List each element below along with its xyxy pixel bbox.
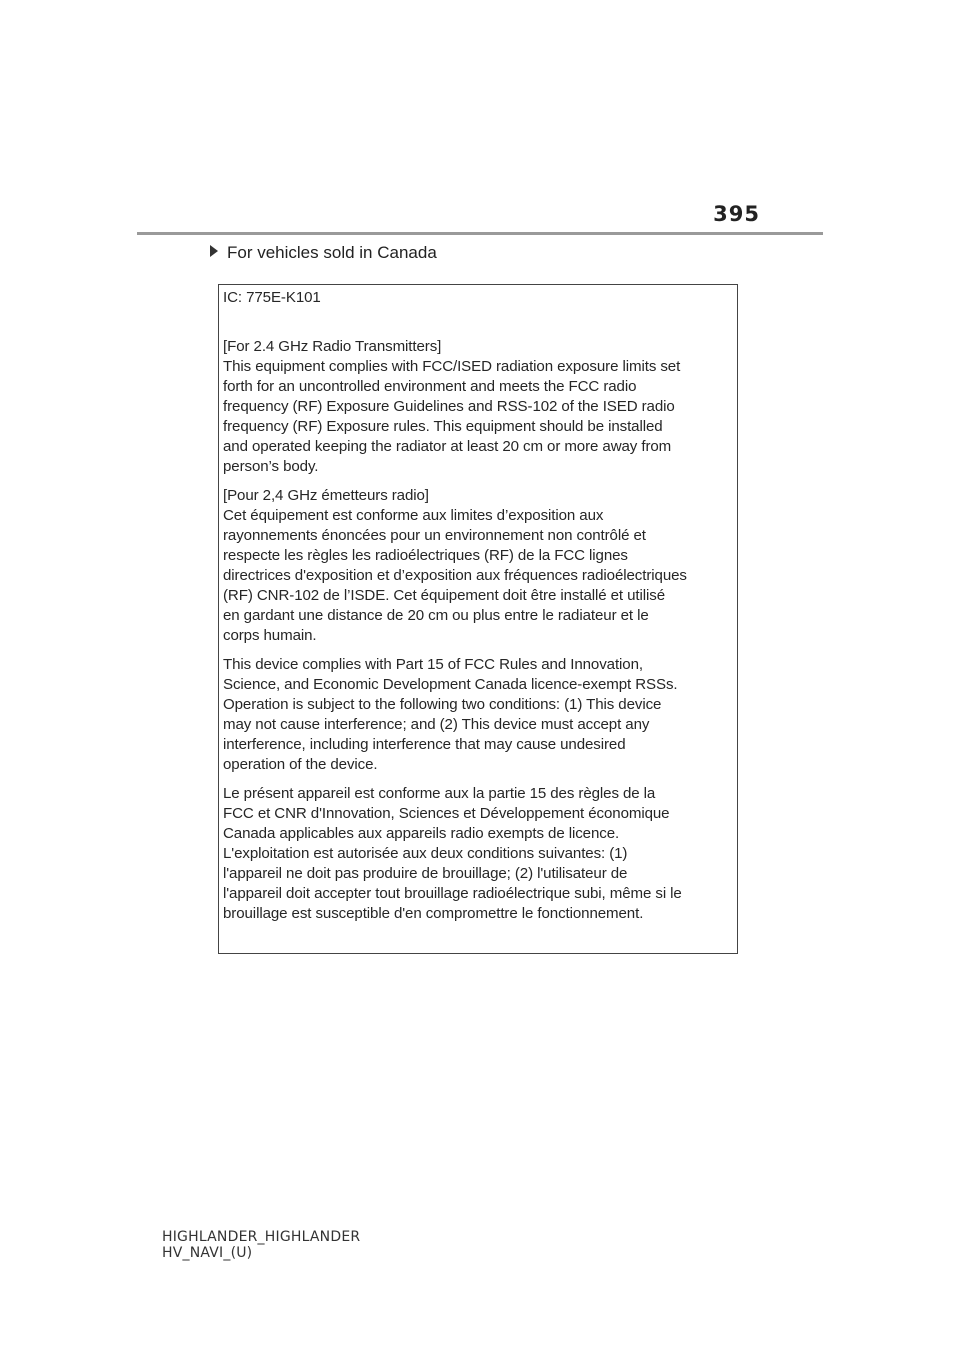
en-rf-heading: [For 2.4 GHz Radio Transmitters]	[223, 338, 442, 355]
text-line: may not cause interference; and (2) This device must accept any	[223, 716, 650, 733]
text-line: Le présent appareil est conforme aux la partie 15 des règles de la	[223, 785, 656, 802]
text-line: rayonnements énoncées pour un environnement non contrôlé et	[223, 527, 646, 544]
triangle-bullet-icon	[210, 245, 218, 257]
text-line: FCC et CNR d'Innovation, Sciences et Développement économique	[223, 805, 670, 822]
text-line: brouillage est susceptible d'en compromettre le fonctionnement.	[223, 905, 644, 922]
text-line: l'appareil doit accepter tout brouillage radioélectrique subi, même si le	[223, 885, 682, 902]
text-line: This equipment complies with FCC/ISED radiation exposure limits set	[223, 358, 681, 375]
text-line: l'appareil ne doit pas produire de brouillage; (2) l'utilisateur de	[223, 865, 628, 882]
text-line: frequency (RF) Exposure Guidelines and RSS-102 of the ISED radio	[223, 398, 675, 415]
en-rf-paragraph	[223, 337, 733, 477]
en-part15-paragraph	[223, 655, 733, 775]
text-line: person’s body.	[223, 458, 319, 475]
section-heading	[210, 243, 437, 263]
text-line: L'exploitation est autorisée aux deux conditions suivantes: (1)	[223, 845, 628, 862]
fr-part15-paragraph	[223, 784, 733, 924]
text-line: Operation is subject to the following two conditions: (1) This device	[223, 696, 662, 713]
text-line: and operated keeping the radiator at least 20 cm or more away from	[223, 438, 672, 455]
footer-line: HV_NAVI_(U)	[162, 1245, 253, 1261]
text-line: frequency (RF) Exposure rules. This equipment should be installed	[223, 418, 663, 435]
fr-rf-paragraph	[223, 486, 733, 646]
footer-line: HIGHLANDER_HIGHLANDER	[162, 1229, 361, 1245]
notice-box	[218, 284, 738, 954]
fr-rf-heading: [Pour 2,4 GHz émetteurs radio]	[223, 487, 429, 504]
text-line: respecte les règles les radioélectriques (RF) de la FCC lignes	[223, 547, 628, 564]
text-line: This device complies with Part 15 of FCC Rules and Innovation,	[223, 656, 643, 673]
text-line: interference, including interference that may cause undesired	[223, 736, 626, 753]
page-number: 395	[713, 202, 760, 226]
text-line: Cet équipement est conforme aux limites d’exposition aux	[223, 507, 604, 524]
ic-identifier: IC: 775E-K101	[223, 289, 321, 306]
text-line: Canada applicables aux appareils radio exempts de licence.	[223, 825, 620, 842]
text-line: en gardant une distance de 20 cm ou plus entre le radiateur et le	[223, 607, 649, 624]
text-line: (RF) CNR-102 de l’ISDE. Cet équipement doit être installé et utilisé	[223, 587, 666, 604]
section-heading-text: For vehicles sold in Canada	[227, 243, 437, 262]
text-line: corps humain.	[223, 627, 317, 644]
text-line: operation of the device.	[223, 756, 378, 773]
header-rule	[137, 232, 823, 235]
text-line: directrices d'exposition et d’exposition aux fréquences radioélectriques	[223, 567, 687, 584]
footer-model-code	[162, 1229, 360, 1261]
text-line: Science, and Economic Development Canada licence-exempt RSSs.	[223, 676, 678, 693]
text-line: forth for an uncontrolled environment and meets the FCC radio	[223, 378, 637, 395]
